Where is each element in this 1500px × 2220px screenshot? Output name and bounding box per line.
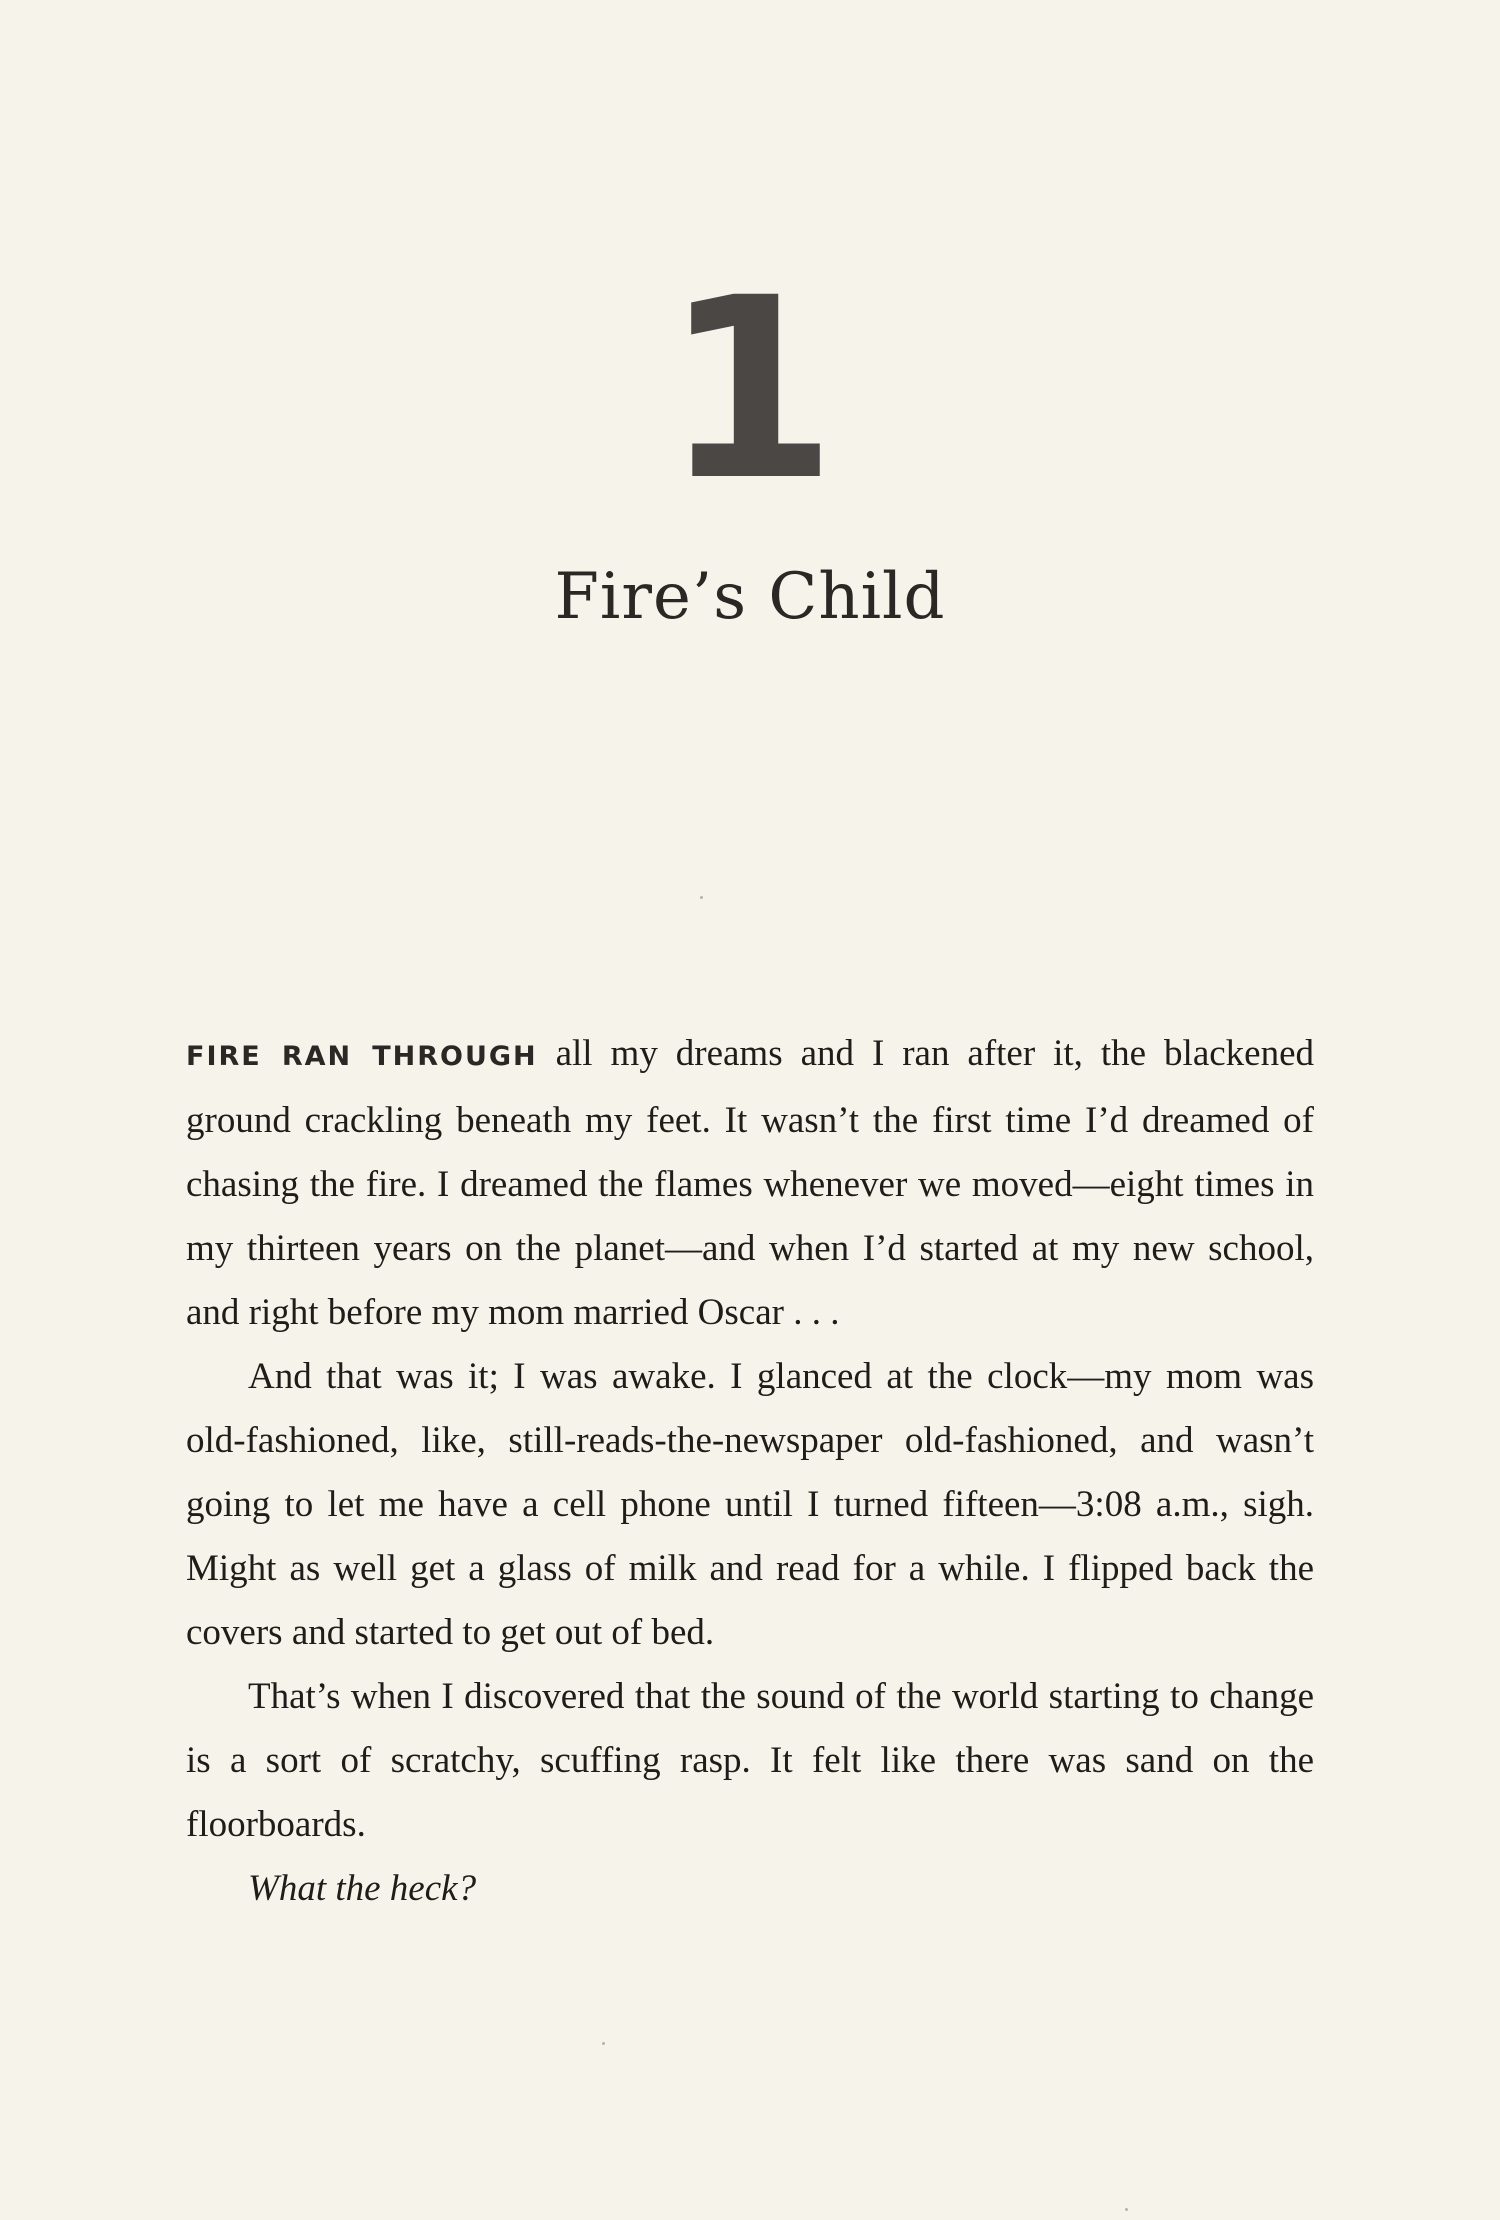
paragraph-4: What the heck? bbox=[248, 1868, 477, 1909]
chapter-body bbox=[186, 1022, 1314, 1921]
paper-speck bbox=[602, 2042, 605, 2045]
chapter-title: Fire’s Child bbox=[554, 560, 946, 634]
chapter-number: 1 bbox=[663, 244, 837, 535]
paper-speck bbox=[1125, 2208, 1128, 2211]
lead-in-small-caps: FIRE RAN THROUGH bbox=[186, 1041, 538, 1072]
paragraph-3: That’s when I discovered that the sound of the world starting to change is a sort of scratchy, scuffing rasp. It felt like there was sand on the floorboards. bbox=[186, 1676, 1314, 1845]
paragraph-2: And that was it; I was awake. I glanced at the clock—my mom was old-fashioned, like, still-reads-the-newspaper old-fashioned, and wasn’t going to let me have a cell phone until I turned fifteen—3:08 a.m., sigh. Might as well get a glass of milk and read for a while. I flipped back the covers and started to get out of bed. bbox=[186, 1356, 1314, 1653]
paragraph-1-text: all my dreams and I ran after it, the blackened ground crackling beneath my feet. It wasn’t the first time I’d dreamed of chasing the fire. I dreamed the flames whenever we moved—eight times in my thirteen years on the planet—and when I’d started at my new school, and right before my mom married Oscar . . . bbox=[186, 1033, 1315, 1333]
paper-speck bbox=[700, 896, 703, 899]
paragraph-1 bbox=[186, 1022, 1314, 1345]
